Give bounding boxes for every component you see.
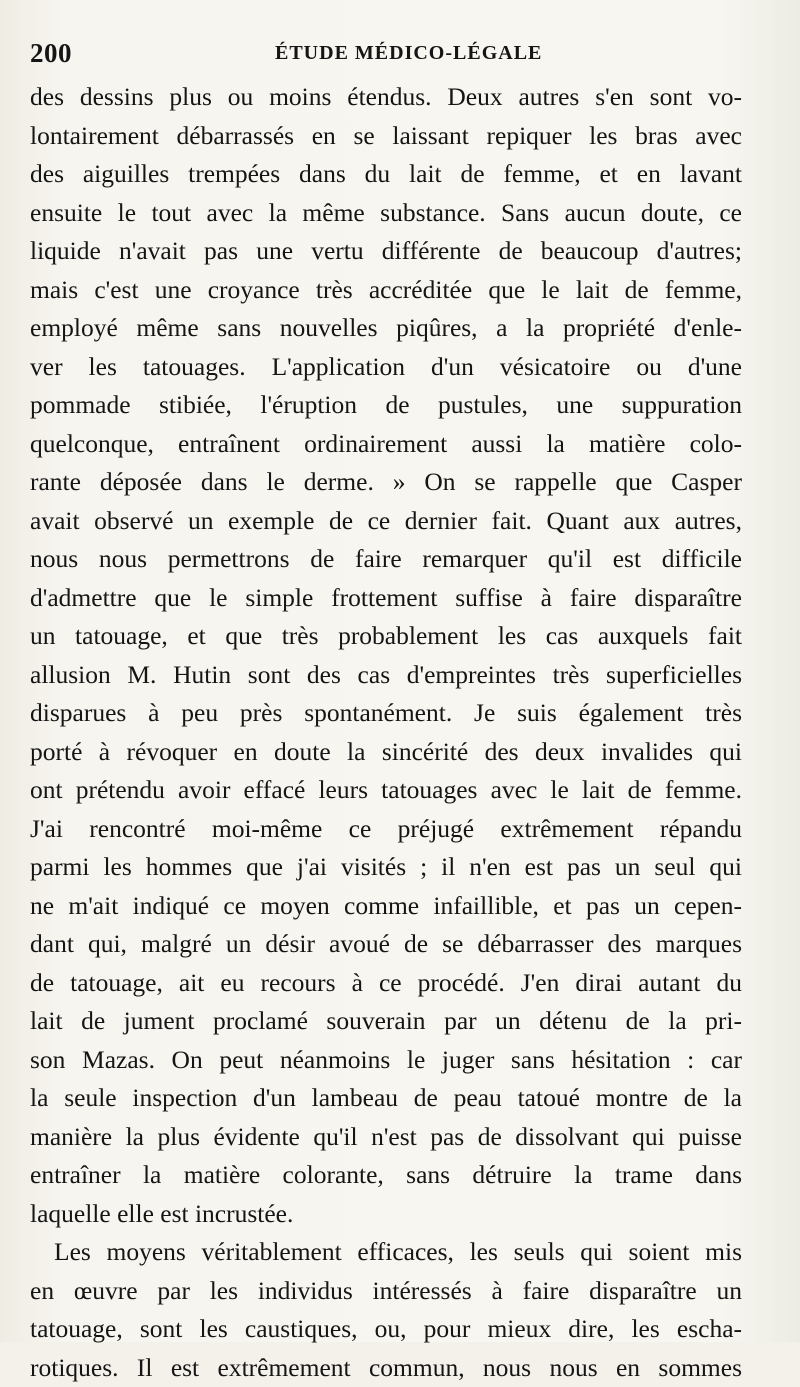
text-line: porté à révoquer en doute la sincérité des deux invalides qui bbox=[30, 733, 742, 772]
text-line: rante déposée dans le derme. » On se rappelle que Casper bbox=[30, 463, 742, 502]
text-line: d'admettre que le simple frottement suffise à faire disparaître bbox=[30, 579, 742, 618]
text-line: ne m'ait indiqué ce moyen comme infaillible, et pas un cepen- bbox=[30, 887, 742, 926]
text-line: la seule inspection d'un lambeau de peau tatoué montre de la bbox=[30, 1079, 742, 1118]
text-line: ver les tatouages. L'application d'un vésicatoire ou d'une bbox=[30, 348, 742, 387]
text-line: lontairement débarrassés en se laissant repiquer les bras avec bbox=[30, 117, 742, 156]
text-line: nous nous permettrons de faire remarquer qu'il est difficile bbox=[30, 540, 742, 579]
text-line: en œuvre par les individus intéressés à faire disparaître un bbox=[30, 1272, 742, 1311]
text-line: de tatouage, ait eu recours à ce procédé. J'en dirai autant du bbox=[30, 964, 742, 1003]
text-line: des dessins plus ou moins étendus. Deux autres s'en sont vo- bbox=[30, 78, 742, 117]
text-line: entraîner la matière colorante, sans détruire la trame dans bbox=[30, 1156, 742, 1195]
text-line: allusion M. Hutin sont des cas d'empreintes très superficielles bbox=[30, 656, 742, 695]
text-line: ont prétendu avoir effacé leurs tatouages avec le lait de femme. bbox=[30, 771, 742, 810]
text-line: pommade stibiée, l'éruption de pustules, une suppuration bbox=[30, 386, 742, 425]
text-line: tatouage, sont les caustiques, ou, pour mieux dire, les escha- bbox=[30, 1310, 742, 1349]
text-line: des aiguilles trempées dans du lait de femme, et en lavant bbox=[30, 155, 742, 194]
text-line: avait observé un exemple de ce dernier fait. Quant aux autres, bbox=[30, 502, 742, 541]
text-line: Les moyens véritablement efficaces, les seuls qui soient mis bbox=[30, 1233, 742, 1272]
text-line: son Mazas. On peut néanmoins le juger sans hésitation : car bbox=[30, 1041, 742, 1080]
text-line: lait de jument proclamé souverain par un détenu de la pri- bbox=[30, 1002, 742, 1041]
text-line: ensuite le tout avec la même substance. Sans aucun doute, ce bbox=[30, 194, 742, 233]
text-line: employé même sans nouvelles piqûres, a la propriété d'enle- bbox=[30, 309, 742, 348]
text-line: dant qui, malgré un désir avoué de se débarrasser des marques bbox=[30, 925, 742, 964]
text-line: disparues à peu près spontanément. Je suis également très bbox=[30, 694, 742, 733]
text-line: quelconque, entraînent ordinairement aussi la matière colo- bbox=[30, 425, 742, 464]
text-line: rotiques. Il est extrêmement commun, nous nous en sommes bbox=[30, 1349, 742, 1387]
text-line: un tatouage, et que très probablement les cas auxquels fait bbox=[30, 617, 742, 656]
text-line: mais c'est une croyance très accréditée que le lait de femme, bbox=[30, 271, 742, 310]
text-line: J'ai rencontré moi-même ce préjugé extrêmement répandu bbox=[30, 810, 742, 849]
text-line: liquide n'avait pas une vertu différente de beaucoup d'autres; bbox=[30, 232, 742, 271]
page-number: 200 bbox=[30, 38, 72, 69]
text-line: parmi les hommes que j'ai visités ; il n'en est pas un seul qui bbox=[30, 848, 742, 887]
text-line: manière la plus évidente qu'il n'est pas de dissolvant qui puisse bbox=[30, 1118, 742, 1157]
text-line: laquelle elle est incrustée. bbox=[30, 1195, 742, 1234]
body-text bbox=[30, 78, 742, 1387]
page-header bbox=[30, 38, 770, 78]
running-head: ÉTUDE MÉDICO-LÉGALE bbox=[275, 42, 542, 65]
